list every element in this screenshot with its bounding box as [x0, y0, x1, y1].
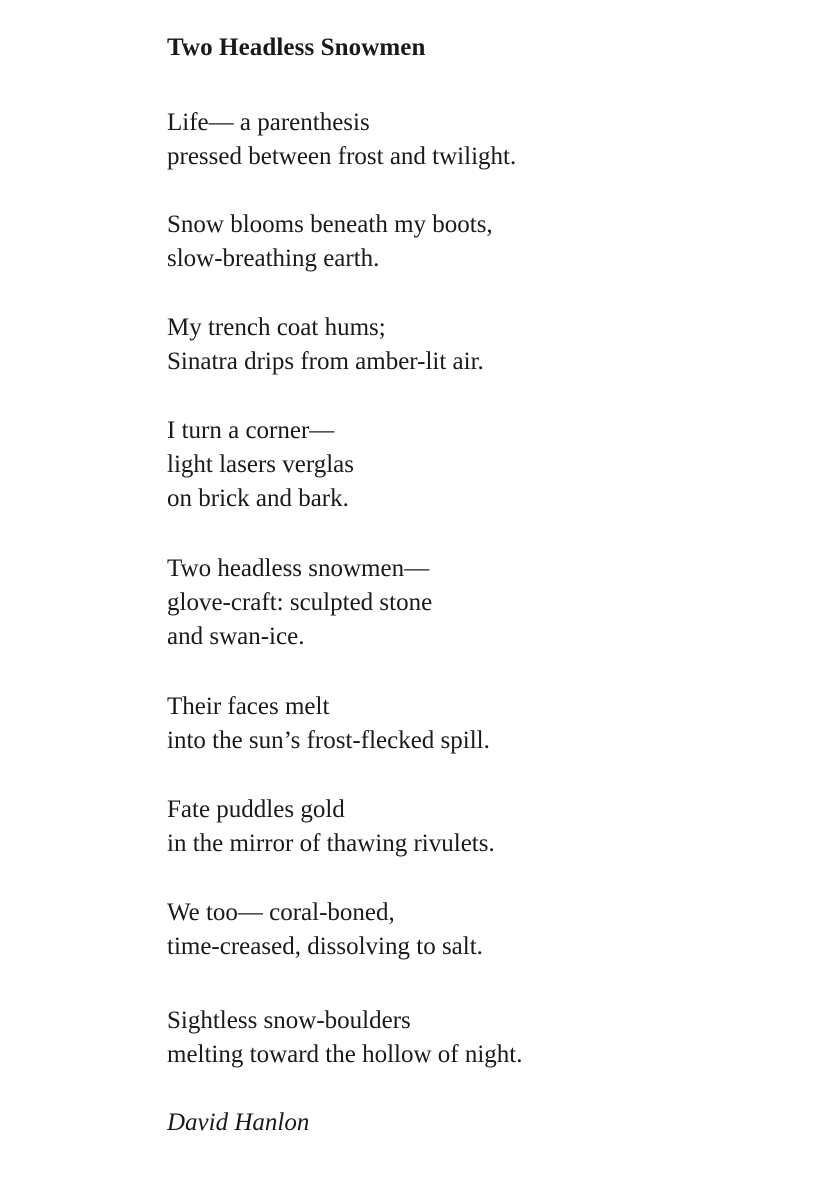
poem-line: melting toward the hollow of night. — [167, 1041, 523, 1068]
poem-line: Two headless snowmen— — [167, 555, 430, 582]
stanza-8 — [167, 896, 483, 964]
poem-line: in the mirror of thawing rivulets. — [167, 830, 495, 857]
poem-line: Their faces melt — [167, 693, 330, 720]
poem-title: Two Headless Snowmen — [167, 34, 426, 61]
stanza-3 — [167, 311, 484, 379]
poem-line: into the sun’s frost-flecked spill. — [167, 727, 490, 754]
author-byline: David Hanlon — [167, 1109, 310, 1136]
poem-line: Snow blooms beneath my boots, — [167, 211, 493, 238]
poem-line: My trench coat hums; — [167, 314, 386, 341]
poem-line: light lasers verglas — [167, 451, 354, 478]
poem-line: glove-craft: sculpted stone — [167, 589, 433, 616]
poem-line: Sinatra drips from amber-lit air. — [167, 348, 484, 375]
poem-line: Life— a parenthesis — [167, 109, 370, 136]
poem-line: and swan-ice. — [167, 623, 305, 650]
poem-line: We too— coral-boned, — [167, 899, 395, 926]
stanza-9 — [167, 1004, 523, 1072]
stanza-4 — [167, 414, 354, 516]
poem-line: Sightless snow-boulders — [167, 1007, 411, 1034]
poem-line: slow-breathing earth. — [167, 245, 380, 272]
stanza-7 — [167, 793, 495, 861]
poem-line: I turn a corner— — [167, 417, 335, 444]
poem-line: time-creased, dissolving to salt. — [167, 933, 483, 960]
stanza-6 — [167, 690, 490, 758]
stanza-1 — [167, 106, 516, 174]
stanza-2 — [167, 208, 493, 276]
stanza-5 — [167, 552, 432, 654]
poem-line: Fate puddles gold — [167, 796, 345, 823]
poem-line: on brick and bark. — [167, 485, 349, 512]
poem-line: pressed between frost and twilight. — [167, 143, 517, 170]
